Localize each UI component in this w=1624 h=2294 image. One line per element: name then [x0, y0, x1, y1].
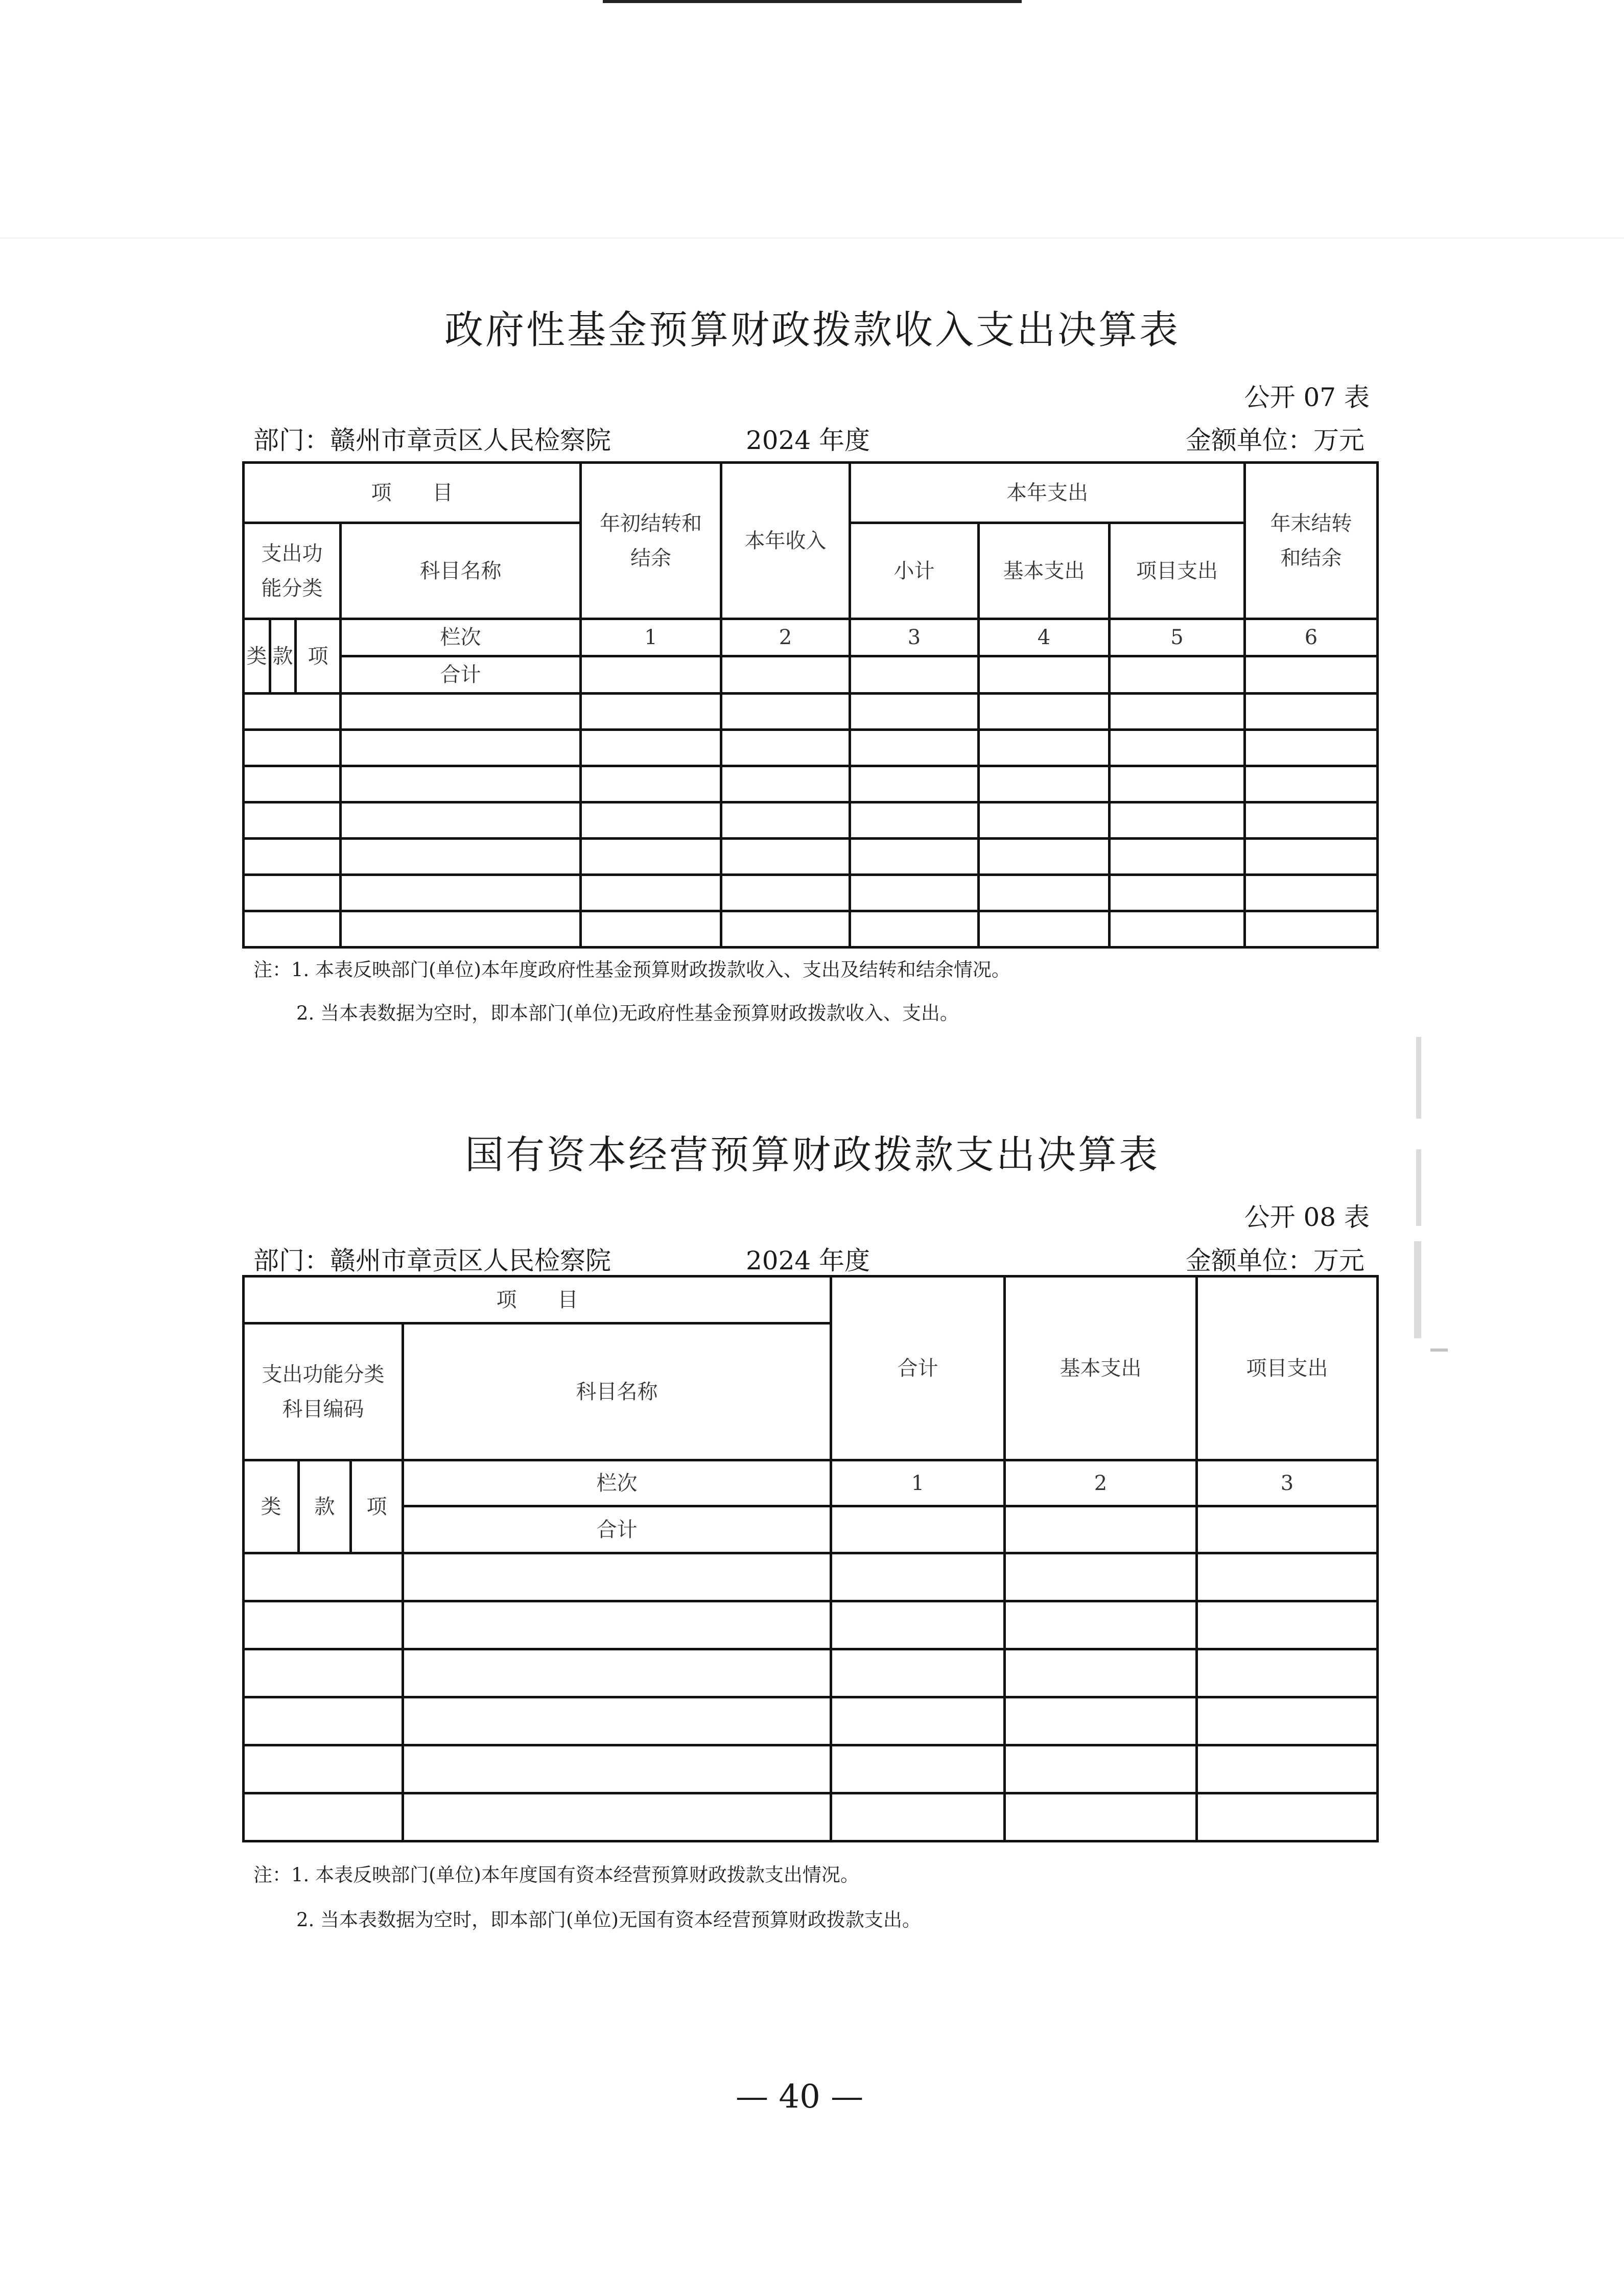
table07-header-kuan: 款: [270, 619, 296, 694]
table07-column-no-3: 3: [850, 619, 979, 656]
table08-header-total: 合计: [831, 1276, 1005, 1460]
table-row: [244, 1553, 1378, 1601]
table07-title: 政府性基金预算财政拨款收入支出决算表: [444, 307, 1180, 352]
scan-divider: [0, 238, 1624, 239]
table07-cell: [979, 875, 1110, 911]
table08-header-basic-expense: 基本支出: [1005, 1276, 1197, 1460]
table07-header-xiang: 项: [296, 619, 341, 694]
table07-department: 部门：赣州市章贡区人民检察院: [253, 425, 611, 455]
table08-cell: [403, 1649, 831, 1697]
table07-cell: [850, 802, 979, 839]
table-row: [244, 1697, 1378, 1745]
table07-header-func-class: 支出功能分类: [244, 523, 341, 619]
table07-cell: [1245, 911, 1378, 948]
table07-cell: [244, 766, 341, 802]
table08-cell: [1005, 1506, 1197, 1553]
table07-total-label: 合计: [341, 656, 581, 694]
table08-header-xiang: 项: [351, 1460, 403, 1553]
table07-column-no-label: 栏次: [341, 619, 581, 656]
table08-cell: [1197, 1506, 1378, 1553]
table07-cell: [341, 766, 581, 802]
table07-cell: [979, 766, 1110, 802]
table08-cell: [1197, 1649, 1378, 1697]
table07: [242, 461, 1379, 949]
table08-column-no-1: 1: [831, 1460, 1005, 1506]
table08-cell: [1197, 1601, 1378, 1649]
table07-cell: [979, 802, 1110, 839]
table08-cell: [244, 1745, 403, 1793]
table07-header-opening-balance: 年初结转和结余: [581, 463, 721, 619]
table07-cell: [341, 730, 581, 766]
table-row: [244, 1745, 1378, 1793]
table08-cell: [1197, 1553, 1378, 1601]
table08-cell: [244, 1697, 403, 1745]
table07-cell: [721, 911, 850, 948]
table-row: [244, 802, 1378, 839]
table07-cell: [341, 911, 581, 948]
table07-cell: [721, 839, 850, 875]
table08-header-subject-name: 科目名称: [403, 1323, 831, 1460]
table08-cell: [244, 1649, 403, 1697]
table07-cell: [244, 875, 341, 911]
table07-cell: [1245, 875, 1378, 911]
table07-cell: [1245, 730, 1378, 766]
table08-cell: [831, 1553, 1005, 1601]
table07-code: 公开 07 表: [1244, 383, 1370, 412]
table07-cell: [341, 694, 581, 730]
table07-cell: [850, 766, 979, 802]
table07-cell: [581, 802, 721, 839]
table08-cell: [403, 1793, 831, 1841]
table08-column-no-2: 2: [1005, 1460, 1197, 1506]
table07-cell: [1110, 911, 1245, 948]
table07-cell: [1245, 694, 1378, 730]
table08-cell: [403, 1745, 831, 1793]
table-row: [244, 911, 1378, 948]
table07-cell: [581, 656, 721, 694]
scan-artifact: [1430, 1349, 1448, 1352]
table08-cell: [1005, 1793, 1197, 1841]
table08-column-no-3: 3: [1197, 1460, 1378, 1506]
table07-header-subtotal: 小计: [850, 523, 979, 619]
table07-cell: [581, 839, 721, 875]
table07-cell: [721, 730, 850, 766]
table07-cell: [850, 839, 979, 875]
table07-cell: [581, 694, 721, 730]
table07-header-item: 项 目: [244, 463, 581, 523]
table08-note-1: 注：1. 本表反映部门(单位)本年度国有资本经营预算财政拨款支出情况。: [253, 1864, 859, 1886]
table-row: [244, 694, 1378, 730]
table08-cell: [1197, 1793, 1378, 1841]
table07-cell: [979, 694, 1110, 730]
table07-cell: [721, 875, 850, 911]
page-number: — 40 —: [736, 2078, 864, 2116]
table08: [242, 1275, 1379, 1842]
table07-column-no-5: 5: [1110, 619, 1245, 656]
scan-artifact: [1416, 1149, 1421, 1226]
table07-cell: [244, 694, 341, 730]
table08-cell: [831, 1506, 1005, 1553]
table07-cell: [1245, 839, 1378, 875]
table07-cell: [1110, 875, 1245, 911]
table07-cell: [1245, 656, 1378, 694]
table-row: [244, 766, 1378, 802]
table08-header-lei: 类: [244, 1460, 299, 1553]
table08-code: 公开 08 表: [1244, 1202, 1370, 1232]
scan-artifact: [1414, 1241, 1421, 1338]
table08-column-no-label: 栏次: [403, 1460, 831, 1506]
table07-cell: [721, 694, 850, 730]
table08-cell: [831, 1745, 1005, 1793]
table08-department: 部门：赣州市章贡区人民检察院: [253, 1246, 611, 1275]
table08-cell: [244, 1553, 403, 1601]
table08-cell: [244, 1601, 403, 1649]
table07-cell: [341, 802, 581, 839]
table-row: [244, 875, 1378, 911]
table07-cell: [581, 911, 721, 948]
scan-top-edge: [603, 0, 1022, 3]
table08-total-label: 合计: [403, 1506, 831, 1553]
table08-cell: [244, 1793, 403, 1841]
table07-unit: 金额单位：万元: [1186, 425, 1364, 455]
table07-cell: [1110, 802, 1245, 839]
table07-cell: [979, 839, 1110, 875]
table08-cell: [403, 1697, 831, 1745]
table07-year: 2024 年度: [746, 425, 870, 455]
table08-year: 2024 年度: [746, 1246, 870, 1275]
table07-cell: [721, 802, 850, 839]
table07-cell: [1110, 694, 1245, 730]
table07-cell: [244, 839, 341, 875]
table07-header-project-expense: 项目支出: [1110, 523, 1245, 619]
table08-cell: [1005, 1697, 1197, 1745]
table08-header-item: 项 目: [244, 1276, 831, 1323]
table08-title: 国有资本经营预算财政拨款支出决算表: [465, 1132, 1160, 1177]
table07-cell: [1110, 839, 1245, 875]
table08-unit: 金额单位：万元: [1186, 1246, 1364, 1275]
table07-header-lei: 类: [244, 619, 270, 694]
table07-cell: [244, 802, 341, 839]
table08-cell: [1197, 1697, 1378, 1745]
table07-cell: [979, 911, 1110, 948]
table07-note-1: 注：1. 本表反映部门(单位)本年度政府性基金预算财政拨款收入、支出及结转和结余情况。: [253, 959, 1010, 981]
table07-header-subject-name: 科目名称: [341, 523, 581, 619]
table07-cell: [850, 730, 979, 766]
table07-column-no-1: 1: [581, 619, 721, 656]
table07-column-no-2: 2: [721, 619, 850, 656]
table07-cell: [721, 656, 850, 694]
table-row: [244, 1601, 1378, 1649]
table08-cell: [1005, 1553, 1197, 1601]
table08-note-2: 2. 当本表数据为空时，即本部门(单位)无国有资本经营预算财政拨款支出。: [296, 1909, 921, 1931]
table08-cell: [831, 1697, 1005, 1745]
table07-cell: [850, 694, 979, 730]
table08-cell: [1197, 1745, 1378, 1793]
table08-cell: [403, 1553, 831, 1601]
table07-cell: [1245, 766, 1378, 802]
scan-artifact: [1416, 1037, 1421, 1119]
table07-header-current-income: 本年收入: [721, 463, 850, 619]
table08-header-func-class-code: 支出功能分类科目编码: [244, 1323, 403, 1460]
table07-cell: [850, 656, 979, 694]
table07-cell: [341, 839, 581, 875]
table08-cell: [831, 1601, 1005, 1649]
table07-cell: [1110, 766, 1245, 802]
table07-cell: [581, 766, 721, 802]
table07-cell: [979, 656, 1110, 694]
table-row: [244, 1793, 1378, 1841]
table07-column-no-4: 4: [979, 619, 1110, 656]
table07-cell: [850, 875, 979, 911]
table07-cell: [1110, 656, 1245, 694]
table08-cell: [403, 1601, 831, 1649]
table07-cell: [721, 766, 850, 802]
table07-cell: [244, 911, 341, 948]
table07-cell: [581, 875, 721, 911]
table-row: [244, 730, 1378, 766]
table07-header-basic-expense: 基本支出: [979, 523, 1110, 619]
table08-cell: [831, 1649, 1005, 1697]
table07-column-no-6: 6: [1245, 619, 1378, 656]
table07-cell: [341, 875, 581, 911]
table07-cell: [244, 730, 341, 766]
table07-cell: [581, 730, 721, 766]
table08-cell: [1005, 1745, 1197, 1793]
table08-cell: [831, 1793, 1005, 1841]
table07-header-current-expense: 本年支出: [850, 463, 1245, 523]
table-row: [244, 839, 1378, 875]
table-row: [244, 1649, 1378, 1697]
table08-header-kuan: 款: [299, 1460, 351, 1553]
table08-header-project-expense: 项目支出: [1197, 1276, 1378, 1460]
table08-cell: [1005, 1649, 1197, 1697]
table07-cell: [850, 911, 979, 948]
table07-cell: [979, 730, 1110, 766]
table07-header-closing-balance: 年末结转和结余: [1245, 463, 1378, 619]
table07-cell: [1110, 730, 1245, 766]
table07-cell: [1245, 802, 1378, 839]
table07-note-2: 2. 当本表数据为空时，即本部门(单位)无政府性基金预算财政拨款收入、支出。: [296, 1002, 959, 1024]
table08-cell: [1005, 1601, 1197, 1649]
